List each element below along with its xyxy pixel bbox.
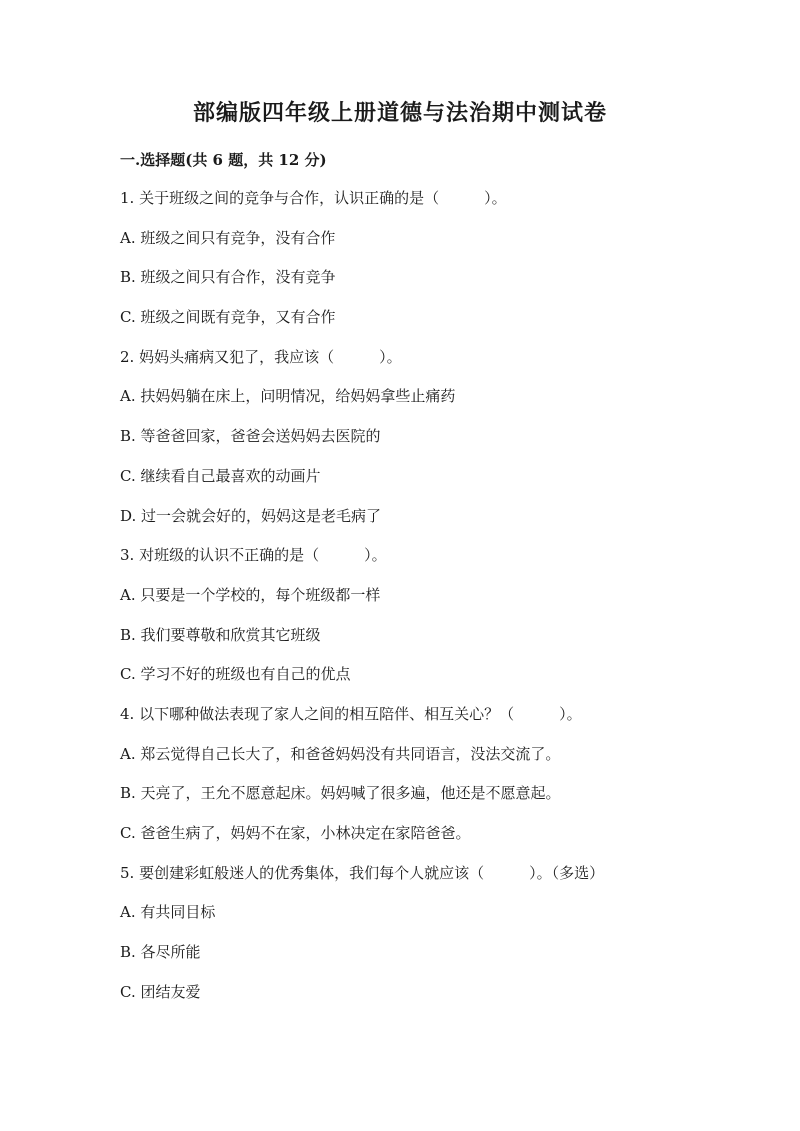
- answer-option: C. 班级之间既有竞争，又有合作: [120, 308, 336, 327]
- answer-option: B. 等爸爸回家，爸爸会送妈妈去医院的: [120, 427, 381, 446]
- question-stem: 1. 关于班级之间的竞争与合作，认识正确的是（ ）。: [120, 189, 507, 207]
- section-heading: 一.选择题(共 6 题，共 12 分): [120, 151, 327, 169]
- question-stem: 3. 对班级的认识不正确的是（ ）。: [120, 546, 387, 565]
- answer-option: B. 班级之间只有合作，没有竞争: [120, 268, 336, 287]
- answer-option: C. 继续看自己最喜欢的动画片: [120, 466, 321, 485]
- answer-option: D. 过一会就会好的，妈妈这是老毛病了: [120, 506, 382, 525]
- question-list: [120, 187, 720, 1020]
- answer-option: B. 我们要尊敬和欣赏其它班级: [120, 625, 321, 644]
- answer-option: A. 郑云觉得自己长大了，和爸爸妈妈没有共同语言，没法交流了。: [120, 744, 561, 763]
- answer-option: A. 有共同目标: [120, 903, 216, 922]
- answer-option: A. 扶妈妈躺在床上，问明情况，给妈妈拿些止痛药: [120, 387, 456, 406]
- question-stem: 5. 要创建彩虹般迷人的优秀集体，我们每个人就应该（ ）。（多选）: [120, 863, 605, 882]
- answer-option: C. 学习不好的班级也有自己的优点: [120, 665, 351, 684]
- answer-option: C. 团结友爱: [120, 982, 201, 1001]
- answer-option: B. 各尽所能: [120, 943, 201, 962]
- answer-option: C. 爸爸生病了，妈妈不在家，小林决定在家陪爸爸。: [120, 824, 471, 842]
- question-stem: 4. 以下哪种做法表现了家人之间的相互陪伴、相互关心？（ ）。: [120, 704, 582, 723]
- answer-option: B. 天亮了，王允不愿意起床。妈妈喊了很多遍，他还是不愿意起。: [120, 784, 561, 803]
- answer-option: A. 只要是一个学校的，每个班级都一样: [120, 585, 381, 604]
- question-stem: 2. 妈妈头痛病又犯了，我应该（ ）。: [120, 347, 402, 366]
- page-title: 部编版四年级上册道德与法治期中测试卷: [192, 100, 607, 126]
- answer-option: A. 班级之间只有竞争，没有合作: [120, 228, 336, 247]
